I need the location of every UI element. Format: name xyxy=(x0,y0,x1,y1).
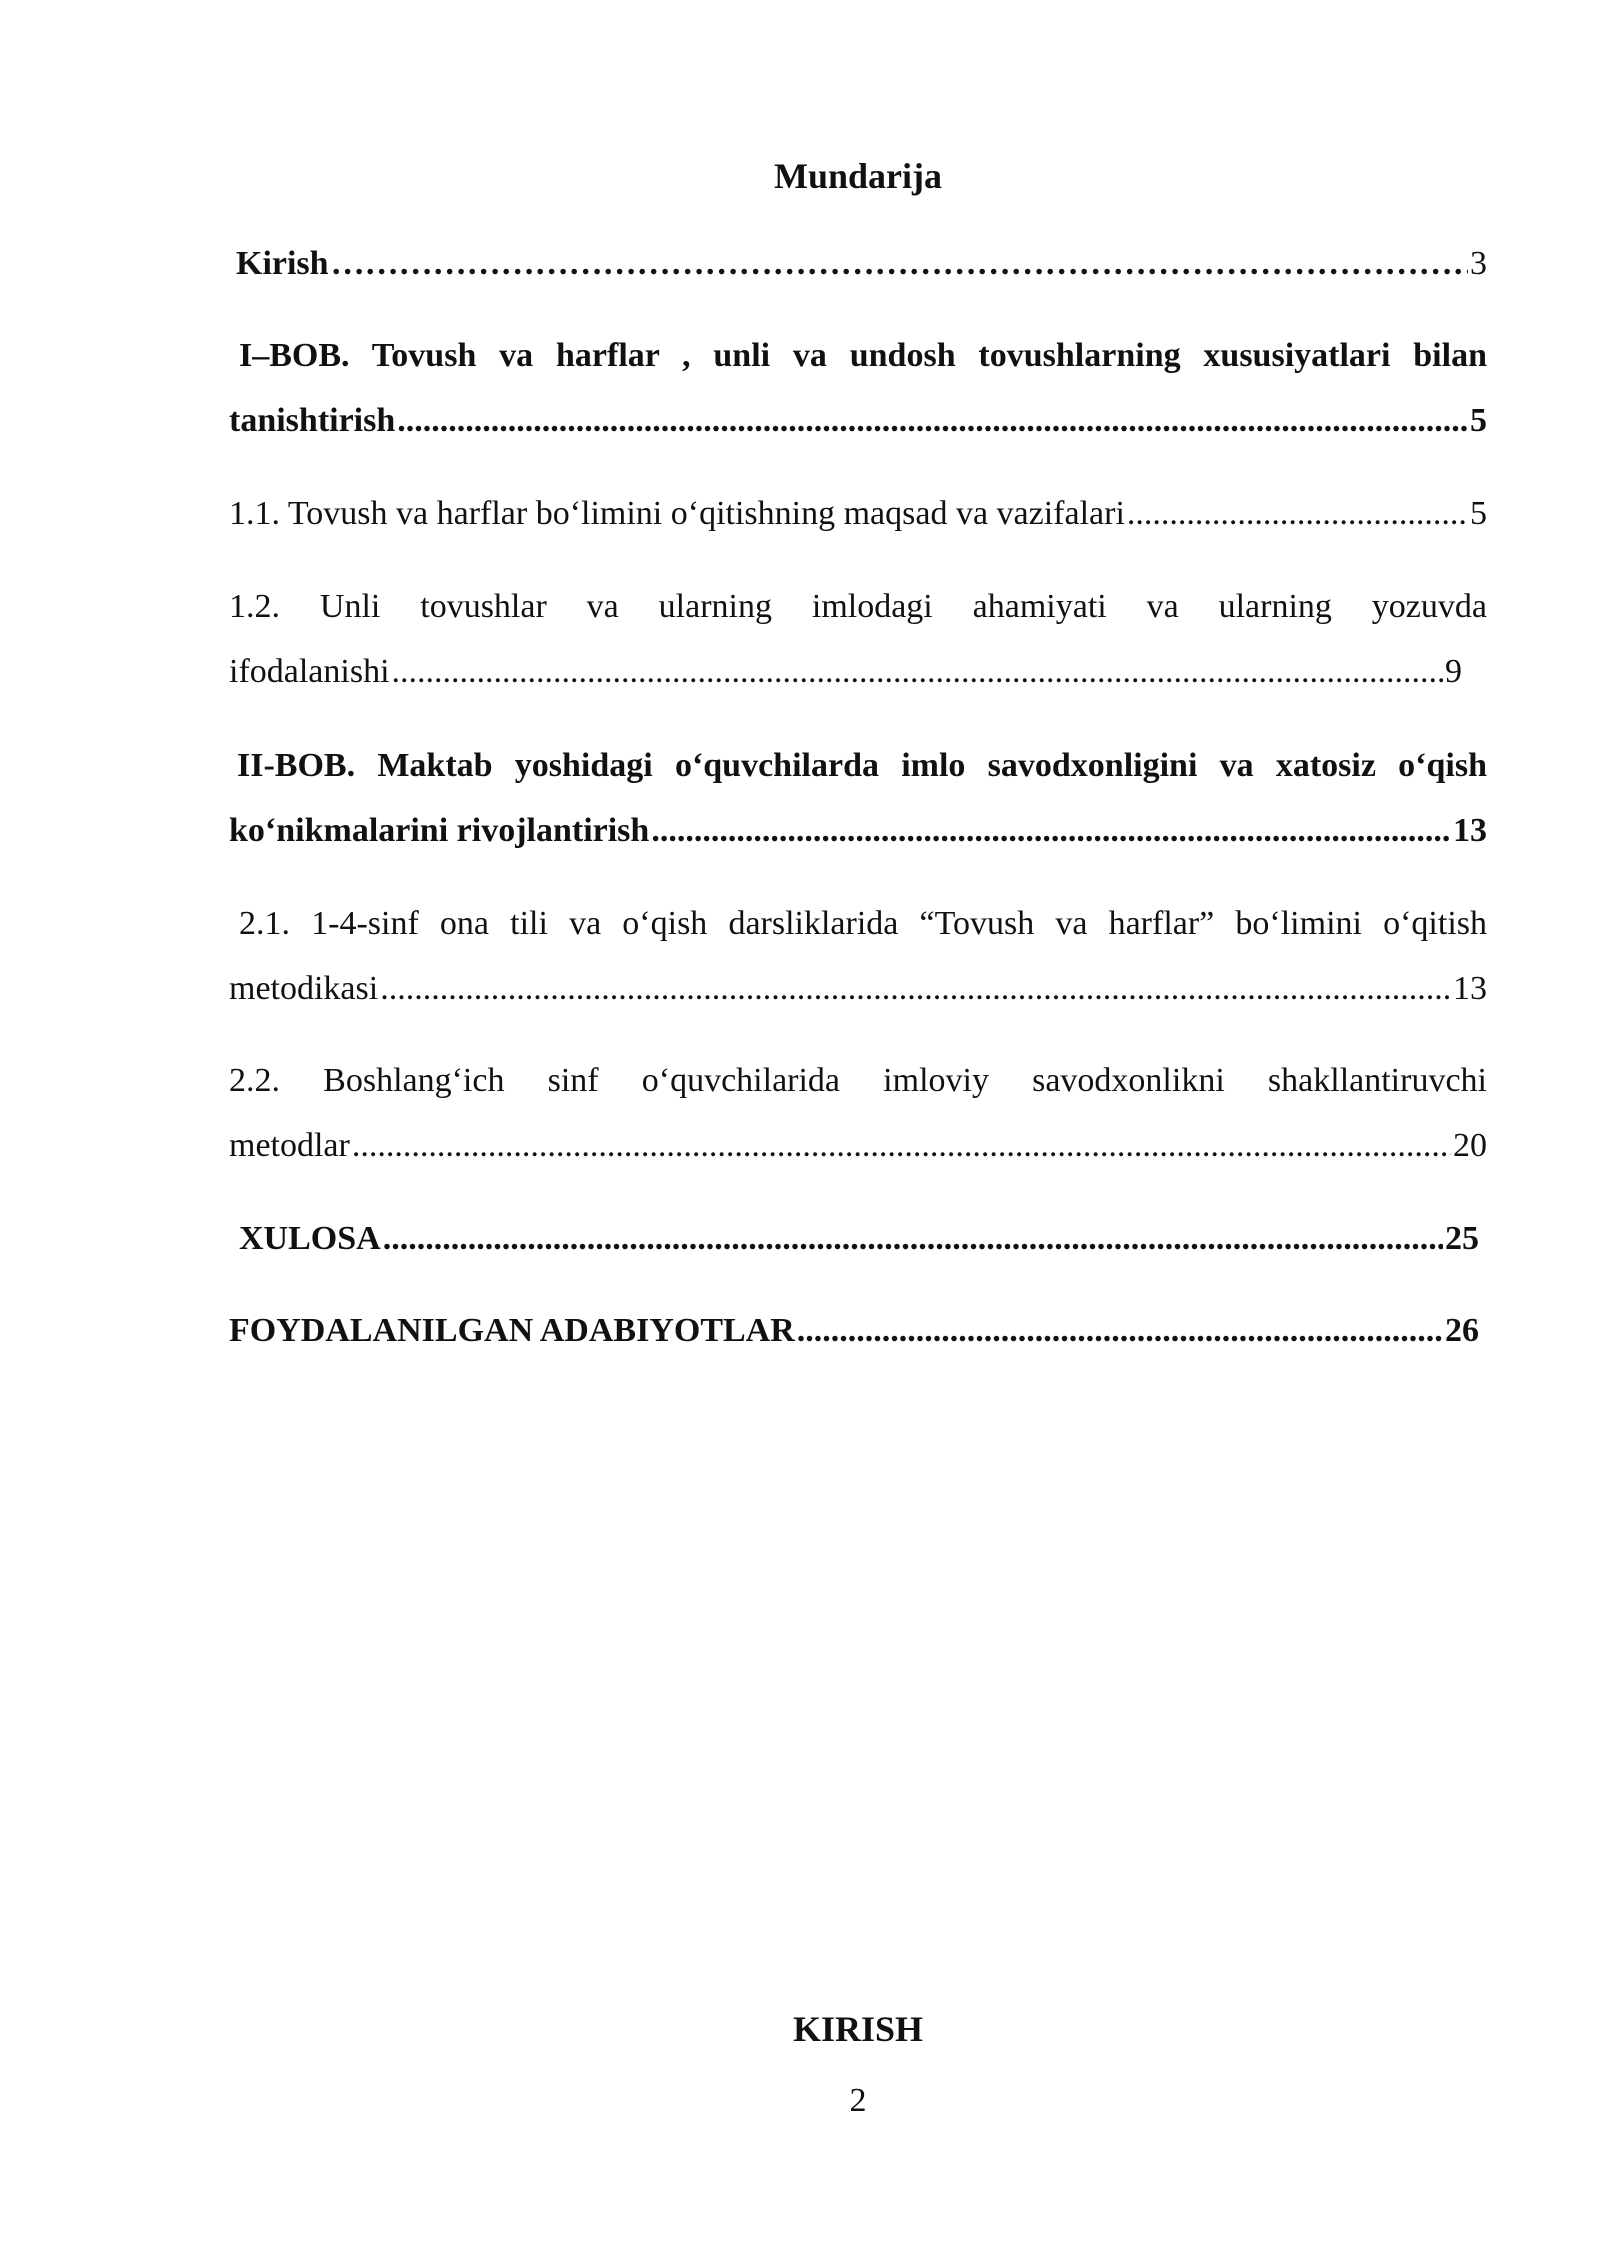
toc-entry-1-2[interactable] xyxy=(229,583,1487,696)
toc-entry-xulosa[interactable] xyxy=(239,1215,1479,1263)
toc-entry-label-line2: ifodalanishi xyxy=(229,653,390,690)
toc-page-number: 25 xyxy=(1445,1220,1479,1257)
toc-leader xyxy=(380,965,1451,1013)
toc-leader xyxy=(651,807,1451,855)
toc-entry-kirish[interactable] xyxy=(236,240,1487,288)
toc-entry-chapter-2[interactable] xyxy=(229,742,1487,855)
toc-leader xyxy=(797,1307,1443,1355)
toc-entry-label: XULOSA xyxy=(239,1220,381,1257)
toc-page-number: 20 xyxy=(1453,1127,1487,1164)
toc-entry-label-line1: 1.2. Unli tovushlar va ularning imlodagi ahamiyati va ularning yozuvda xyxy=(229,588,1487,625)
toc-entry-chapter-1[interactable] xyxy=(229,332,1487,445)
toc-entry-label-line2: tanishtirish xyxy=(229,402,396,439)
toc-entry-label: 1.1. Tovush va harflar bo‘limini o‘qitishning maqsad va vazifalari xyxy=(229,495,1125,532)
toc-page-number: 26 xyxy=(1445,1312,1479,1349)
toc-entry-label-line2: ko‘nikmalarini rivojlantirish xyxy=(229,812,650,849)
toc-leader xyxy=(397,397,1468,445)
toc-leader xyxy=(1127,490,1468,538)
toc-entry-2-1[interactable] xyxy=(229,900,1487,1013)
toc-entry-2-2[interactable] xyxy=(229,1057,1487,1170)
toc-leader xyxy=(383,1215,1443,1263)
toc-entry-label-line1: II-BOB. Maktab yoshidagi o‘quvchilarda imlo savodxonligini va xatosiz o‘qish xyxy=(237,747,1487,784)
toc-page-number: 5 xyxy=(1470,402,1487,439)
toc-entry-label: FOYDALANILGAN ADABIYOTLAR xyxy=(229,1312,795,1349)
toc-leader xyxy=(331,240,1468,288)
toc-entry-label-line2: metodikasi xyxy=(229,970,379,1007)
toc-entry-1-1[interactable] xyxy=(229,490,1487,538)
next-section-heading: KIRISH xyxy=(792,2009,924,2049)
toc-page-number: 13 xyxy=(1453,812,1487,849)
toc-entry-label-line1: 2.2. Boshlang‘ich sinf o‘quvchilarida imloviy savodxonlikni shakllantiruvchi xyxy=(229,1062,1487,1099)
toc-page-number: 5 xyxy=(1470,495,1487,532)
page-number: 2 xyxy=(849,2082,867,2119)
toc-page-number: 3 xyxy=(1470,245,1487,282)
toc-page-number: 13 xyxy=(1453,970,1487,1007)
toc-entry-adabiyotlar[interactable] xyxy=(229,1307,1479,1355)
toc-leader xyxy=(352,1122,1451,1170)
toc-entry-label-line1: I–BOB. Tovush va harflar , unli va undosh tovushlarning xususiyatlari bilan xyxy=(239,337,1487,374)
toc-entry-label: Kirish xyxy=(236,245,329,282)
toc-leader xyxy=(392,648,1443,696)
toc-entry-label-line2: metodlar xyxy=(229,1127,350,1164)
toc-title: Mundarija xyxy=(773,156,942,196)
toc-page-number: 9 xyxy=(1445,653,1462,690)
toc-entry-label-line1: 2.1. 1-4-sinf ona tili va o‘qish darsliklarida “Tovush va harflar” bo‘limini o‘qitish xyxy=(239,905,1487,942)
